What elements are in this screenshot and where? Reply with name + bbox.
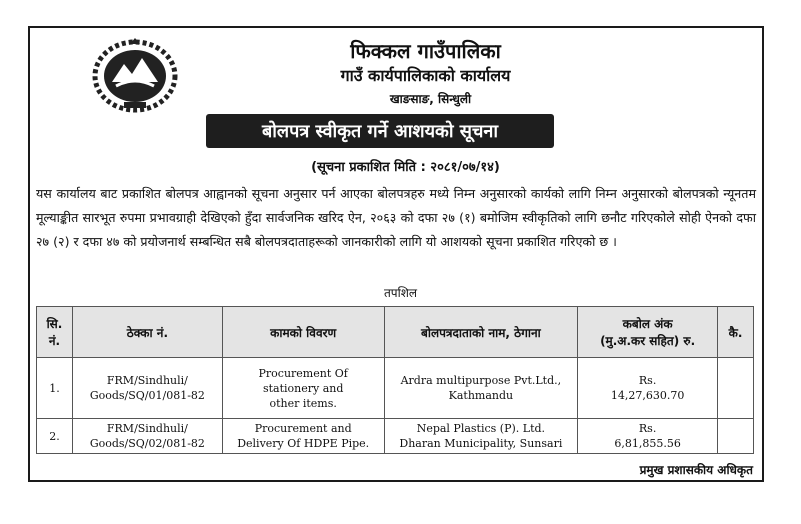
cell-bidder bbox=[384, 419, 578, 454]
cell-text: 14,27,630.70 bbox=[610, 389, 685, 402]
cell-text: Dharan Municipality, Sunsari bbox=[399, 437, 563, 450]
cell-text: stationery and bbox=[262, 381, 344, 395]
cell-bidder bbox=[384, 358, 578, 419]
header-sn bbox=[37, 307, 73, 358]
cell-remarks bbox=[718, 419, 754, 454]
published-date: (सूचना प्रकाशित मिति : २०८१/०७/१४) bbox=[311, 160, 500, 175]
cell-sn: 2. bbox=[37, 419, 73, 454]
cell-text: Nepal Plastics (P). Ltd. bbox=[416, 422, 546, 435]
header-sn-line1: सि. bbox=[46, 317, 63, 331]
office-subtitle: गाउँ कार्यपालिकाको कार्यालय bbox=[340, 66, 511, 85]
cell-text: Goods/SQ/02/081-82 bbox=[89, 437, 205, 450]
details-heading: तपशिल bbox=[383, 286, 418, 300]
header-remarks: कै. bbox=[718, 307, 754, 358]
cell-text: FRM/Sindhuli/ bbox=[106, 422, 188, 435]
header-amount-line2: (मु.अ.कर सहित) रु. bbox=[600, 334, 696, 348]
header-sn-line2: नं. bbox=[48, 334, 61, 348]
header-amount bbox=[578, 307, 718, 358]
cell-contract-no bbox=[72, 419, 222, 454]
header-work-desc: कामको विवरण bbox=[222, 307, 384, 358]
cell-work-desc bbox=[222, 419, 384, 454]
notice-body-text: यस कार्यालय बाट प्रकाशित बोलपत्र आह्वानको सूचना अनुसार पर्न आएका बोलपत्रहरु मध्ये निम्न अनुसारको कार्यको लागि निम्न अनुसारको बोलपत्रको न्यूनतम मूल्याङ्कीत सारभूत रुपमा प्रभावग्राही देखिएको हुँदा सार्वजनिक खरिद ऐन, २०६३ को दफा २७ (१) बमोजिम स्वीकृतिको लागि छनौट गरिएकोले सोही ऐनको दफा २७ (२) र दफा ४७ को प्रयोजनार्थ सम्बन्धित सबै बोलपत्रदाताहरूको जानकारीको लागि यो आशयको सूचना प्रकाशित गरिएको छ । bbox=[36, 186, 757, 249]
cell-contract-no bbox=[72, 358, 222, 419]
bid-table bbox=[36, 306, 754, 454]
cell-text: Procurement Of bbox=[258, 366, 348, 380]
office-location: खाङसाङ, सिन्धुली bbox=[389, 92, 472, 106]
office-name: फिक्कल गाउँपालिका bbox=[350, 39, 501, 63]
signatory-title: प्रमुख प्रशासकीय अधिकृत bbox=[639, 463, 753, 477]
cell-text: other items. bbox=[269, 396, 337, 410]
cell-sn: 1. bbox=[37, 358, 73, 419]
cell-amount bbox=[578, 419, 718, 454]
cell-amount bbox=[578, 358, 718, 419]
cell-text: Delivery Of HDPE Pipe. bbox=[237, 437, 370, 450]
cell-text: Ardra multipurpose Pvt.Ltd., bbox=[400, 374, 562, 387]
cell-text: Rs. bbox=[638, 422, 657, 435]
cell-remarks bbox=[718, 358, 754, 419]
cell-text: 6,81,855.56 bbox=[614, 437, 681, 450]
notice-title-banner: बोलपत्र स्वीकृत गर्ने आशयको सूचना bbox=[206, 114, 554, 148]
table-row bbox=[37, 419, 754, 454]
header-bidder: बोलपत्रदाताको नाम, ठेगाना bbox=[384, 307, 578, 358]
cell-text: FRM/Sindhuli/ bbox=[106, 374, 188, 387]
header-amount-line1: कबोल अंक bbox=[622, 317, 673, 331]
cell-text: Rs. bbox=[638, 374, 657, 387]
table-row bbox=[37, 358, 754, 419]
header-contract-no: ठेक्का नं. bbox=[72, 307, 222, 358]
cell-text: Kathmandu bbox=[448, 389, 514, 402]
table-header-row bbox=[37, 307, 754, 358]
cell-work-desc bbox=[222, 358, 384, 419]
cell-text: Goods/SQ/01/081-82 bbox=[89, 389, 205, 402]
cell-text: Procurement and bbox=[254, 422, 352, 435]
